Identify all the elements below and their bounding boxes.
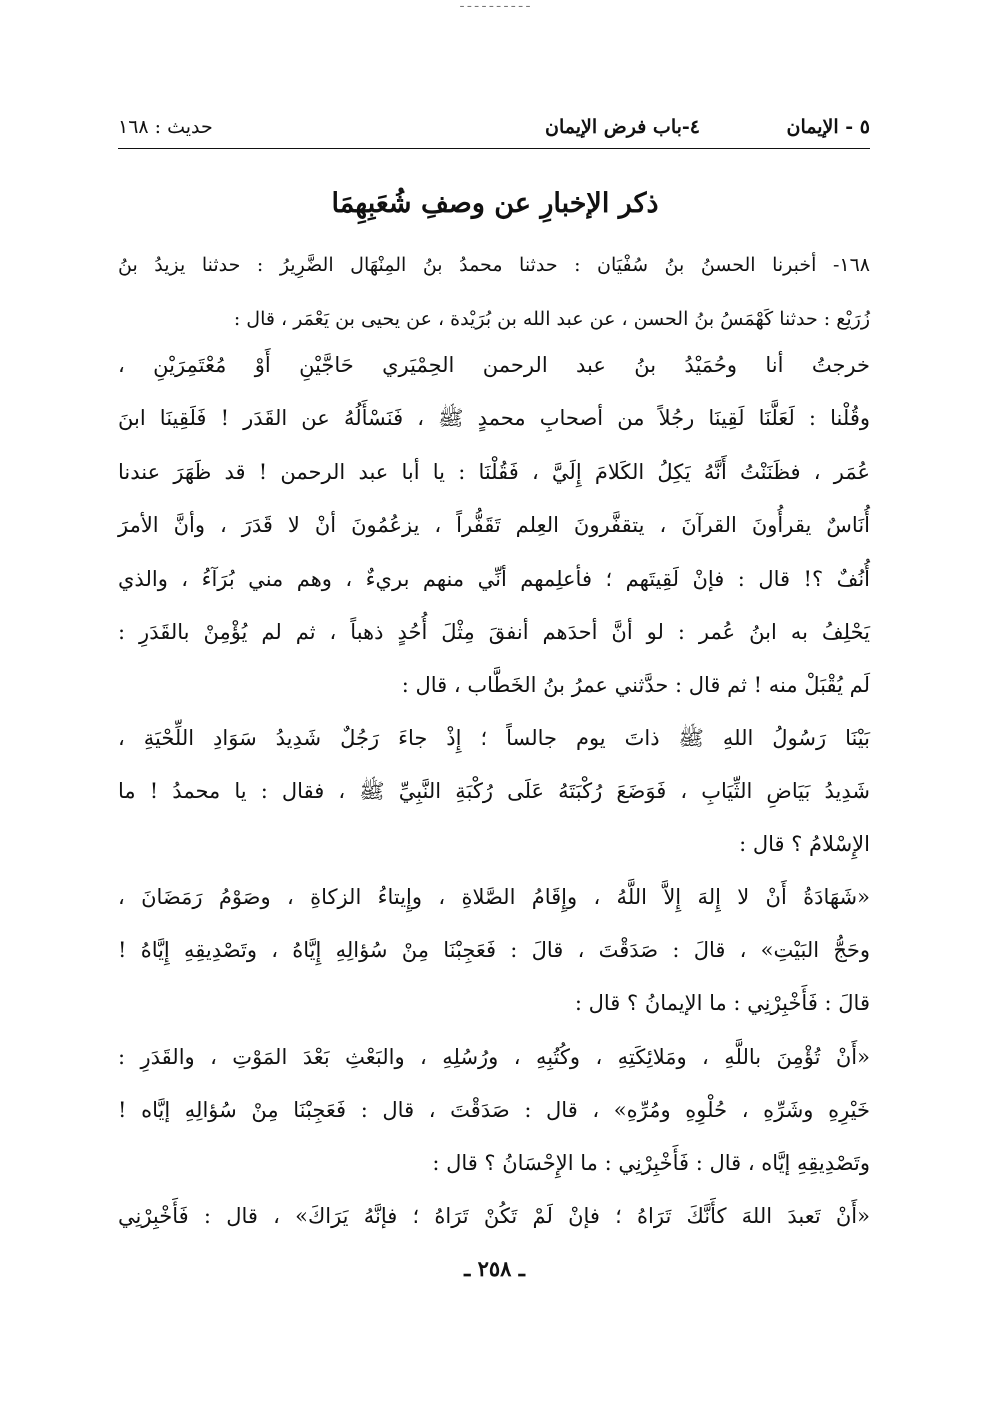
top-page-mark: ـ ـ ـ ـ ـ ـ ـ ـ ـ ـ bbox=[460, 0, 530, 10]
header-chapter: ٥ - الإيمان bbox=[786, 116, 870, 138]
text-line: «أَنْ تُؤْمِنَ باللَّهِ ، ومَلائِكَتِهِ ، وكُتُبِهِ ، ورُسُلِهِ ، والبَعْثِ بَعْدَ المَوْتِ ، والقَدَرِ : bbox=[118, 1045, 870, 1069]
text-line: وقُلْنا : لَعَلَّنَا لَقِينَا رجُلاً من أصحابِ محمدٍ ﷺ ، فَنَسْأَلُهُ عن القَدَر ! فَلَقِينَا ابنَ bbox=[118, 406, 870, 430]
section-title: ذكر الإخبارِ عن وصفِ شُعَبِهِمَا bbox=[331, 188, 659, 219]
text-line: عُمَر ، فظَنَنْتُ أَنَّهُ يَكِلُ الكَلامَ إِلَيَّ ، فَقُلْنَا : يا أبا عبد الرحمن ! قد ظَهَرَ عندنا bbox=[118, 460, 870, 484]
text-line: أُنُفٌ ؟! قال : فإنْ لَقِيتَهم ؛ فأعلِمهم أنِّي منهم بريءٌ ، وهم مني بُرَآءُ ، والذي bbox=[118, 567, 870, 591]
text-line: أُنَاسٌ يقرأُونَ القرآنَ ، يتقفَّرونَ العِلم تَقَفُّراً ، يزعُمُونَ أنْ لا قَدَرَ ، وأنَّ الأمرَ bbox=[118, 513, 870, 537]
text-line: خرجتُ أنا وحُمَيْدُ بنُ عبد الرحمن الحِمْيَري حَاجَّيْنِ أَوْ مُعْتَمِرَيْنِ ، bbox=[118, 353, 870, 377]
text-line: «أَنْ تَعبدَ اللهَ كأَنَّكَ تَرَاهُ ؛ فإنْ لَمْ تَكُنْ تَرَاهُ ؛ فإنَّهُ يَرَاكَ» ، قال : فَأَخْبِرْنِي bbox=[118, 1204, 870, 1228]
text-line: «شَهَادَةُ أَنْ لا إِلهَ إِلاَّ اللَّهُ ، وإِقَامُ الصَّلاةِ ، وإِيتاءُ الزكاةِ ، وصَوْمُ رَمَضَانَ ، bbox=[118, 885, 870, 909]
text-line: لَم يُقْبَلْ منه ! ثم قال : حدَّثني عمرُ بنُ الخَطَّاب ، قال : bbox=[401, 673, 870, 697]
text-line: يَحْلِفُ به ابنُ عُمر : لو أنَّ أحدَهم أنفقَ مِثْلَ أُحُدٍ ذهباً ، ثم لم يُؤْمِنْ بالقَدَرِ : bbox=[118, 620, 870, 644]
text-line: الإِسْلامُ ؟ قال : bbox=[739, 832, 870, 856]
text-line: خَيْرِهِ وشَرِّهِ ، حُلْوِهِ ومُرِّهِ» ، قال : صَدَقْتَ ، قال : فَعَجِبْنَا مِنْ سُؤالِهِ إيَّاه ! bbox=[118, 1098, 870, 1122]
text-line: وتَصْدِيقِهِ إيَّاه ، قال : فَأَخْبِرْنِي : ما الإِحْسَانُ ؟ قال : bbox=[432, 1151, 870, 1175]
text-line: زُرَيْع : حدثنا كَهْمَسُ بنُ الحسن ، عن عبد الله بن بُرَيْدة ، عن يحيى بن يَعْمَر ، قال : bbox=[233, 308, 870, 330]
text-line: بَيْنَا رَسُولُ اللهِ ﷺ ذاتَ يوم جالساً ؛ إِذْ جاءَ رَجُلٌ شَدِيدُ سَوَادِ اللِّحْيَةِ ، bbox=[118, 726, 870, 750]
text-line: ١٦٨- أخبرنا الحسنُ بنُ سُفْيَان : حدثنا محمدُ بنُ المِنْهَال الضَّرِيرُ : حدثنا يزيدُ بنُ bbox=[118, 254, 870, 276]
header-section: ٤-باب فرض الإيمان bbox=[545, 116, 700, 138]
text-line: شَدِيدُ بَيَاضِ الثِّيَابِ ، فَوَضَعَ رُكْبَتَهُ عَلَى رُكْبَةِ النَّبِيِّ ﷺ ، فقال : يا محمدُ ! ما bbox=[118, 779, 870, 803]
page-number: ـ ٢٥٨ ـ bbox=[464, 1256, 525, 1281]
text-line: وحَجُّ البَيْتِ» ، قالَ : صَدَقْتَ ، قالَ : فَعَجِبْنَا مِنْ سُؤالِهِ إِيَّاهُ ، وتَصْدِيقِهِ إِيَّاهُ ! bbox=[118, 938, 870, 962]
running-header bbox=[118, 112, 870, 149]
header-hadith-number: حديث : ١٦٨ bbox=[118, 116, 213, 138]
text-line: قالَ : فَأَخْبِرْنِي : ما الإيمانُ ؟ قال : bbox=[574, 991, 870, 1015]
